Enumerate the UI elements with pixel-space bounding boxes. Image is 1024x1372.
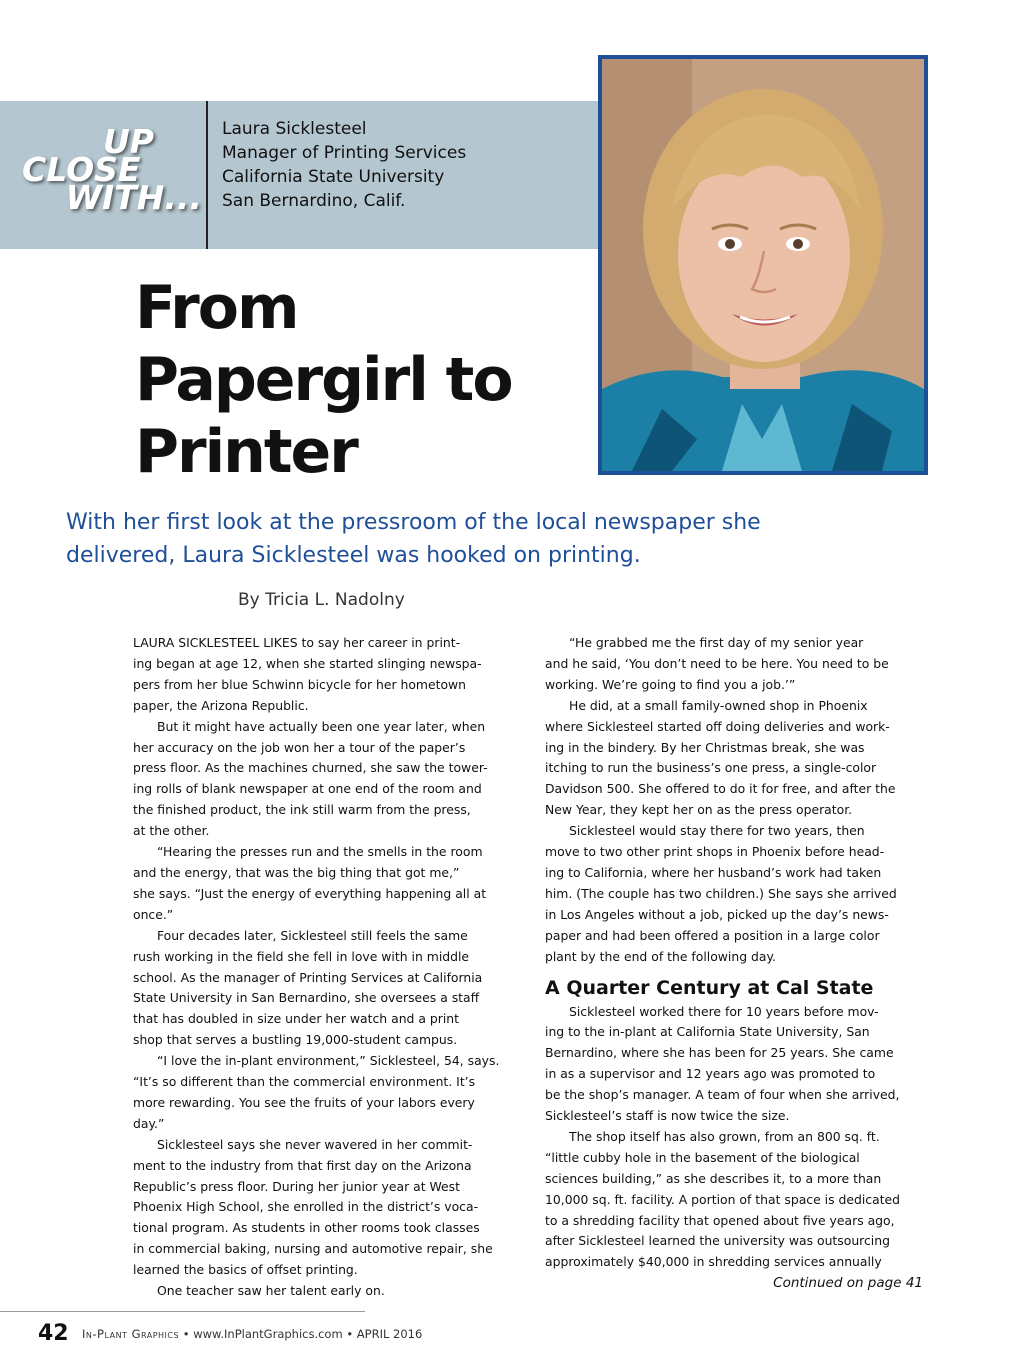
headline-line-2: Papergirl to	[135, 345, 512, 415]
body-text-line: her accuracy on the job won her a tour of the paper’s	[133, 739, 466, 755]
kicker-line-2: CLOSE	[22, 150, 141, 189]
body-text-line: ment to the industry from that first day on the Arizona	[133, 1157, 472, 1173]
body-text-line: pers from her blue Schwinn bicycle for her hometown	[133, 676, 467, 692]
body-text-line: LAURA SICKLESTEEL LIKES to say her career in print-	[133, 635, 461, 650]
body-text-line: “Hearing the presses run and the smells in the room	[157, 844, 483, 860]
body-text-line: Four decades later, Sicklesteel still feels the same	[157, 927, 468, 943]
magazine-name: In-Plant Graphics	[82, 1327, 180, 1341]
body-text-line: more rewarding. You see the fruits of your labors every	[133, 1094, 475, 1110]
header-divider	[206, 101, 208, 249]
footer-rule	[0, 1311, 365, 1312]
body-text-line: “He grabbed me the first day of my senior year	[569, 635, 864, 650]
kicker-line-3: WITH...	[65, 178, 202, 217]
continued-jump-line: Continued on page 41	[773, 1275, 923, 1292]
body-text-line: working. We’re going to find you a job.’”	[545, 676, 796, 692]
body-text-line: ing began at age 12, when she started slinging newspa-	[133, 655, 482, 671]
body-text-line: Davidson 500. She offered to do it for free, and after the	[545, 781, 896, 797]
body-text-line: in commercial baking, nursing and automotive repair, she	[133, 1241, 493, 1257]
subject-name: Laura Sicklesteel	[222, 119, 367, 139]
byline: By Tricia L. Nadolny	[238, 590, 405, 610]
body-text-line: the finished product, the ink still warm from the press,	[133, 802, 471, 818]
headline-line-1: From	[135, 273, 298, 343]
body-text-line: in as a supervisor and 12 years ago was promoted to	[545, 1066, 876, 1082]
body-text-line: tional program. As students in other rooms took classes	[133, 1220, 480, 1236]
body-text-line: once.”	[133, 906, 174, 922]
body-text-line: Sicklesteel would stay there for two years, then	[569, 823, 865, 839]
subject-identification	[222, 117, 466, 213]
subject-location: San Bernardino, Calif.	[222, 191, 406, 211]
kicker-line-1: UP	[103, 122, 154, 161]
body-text-line: sciences building,” as she describes it, to a more than	[545, 1170, 882, 1186]
subject-organization: California State University	[222, 167, 445, 187]
body-column-left	[133, 633, 513, 1302]
body-text-line: press floor. As the machines churned, she saw the tower-	[133, 760, 488, 776]
body-text-line: ing rolls of blank newspaper at one end of the room and	[133, 781, 482, 797]
subject-title: Manager of Printing Services	[222, 143, 467, 163]
body-column-right-top	[545, 633, 925, 968]
body-text-line: plant by the end of the following day.	[545, 948, 776, 964]
page-number: 42	[38, 1321, 69, 1346]
body-text-line: day.”	[133, 1115, 165, 1131]
body-text-line: in Los Angeles without a job, picked up the day’s news-	[545, 906, 889, 922]
body-text-line: at the other.	[133, 823, 210, 839]
deck-line-2: delivered, Laura Sicklesteel was hooked on printing.	[66, 543, 641, 568]
body-text-line: be the shop’s manager. A team of four when she arrived,	[545, 1087, 900, 1103]
body-text-line: paper and had been offered a position in a large color	[545, 927, 880, 943]
deck-line-1: With her first look at the pressroom of the local newspaper she	[66, 510, 761, 535]
body-text-line: itching to run the business’s one press, a single-color	[545, 760, 877, 776]
body-text-line: after Sicklesteel learned the university was outsourcing	[545, 1233, 890, 1249]
body-text-line: Sicklesteel’s staff is now twice the size.	[545, 1108, 790, 1124]
body-column-right	[545, 633, 925, 1294]
section-subhead: A Quarter Century at Cal State	[545, 976, 874, 999]
body-text-line: that has doubled in size under her watch and a print	[133, 1011, 459, 1027]
body-text-line: Sicklesteel worked there for 10 years before mov-	[569, 1003, 879, 1019]
body-text-line: shop that serves a bustling 19,000-student campus.	[133, 1032, 458, 1048]
body-text-line: she says. “Just the energy of everything happening all at	[133, 885, 487, 901]
body-text-line: But it might have actually been one year later, when	[157, 718, 486, 734]
website-link[interactable]: www.InPlantGraphics.com	[193, 1327, 343, 1341]
body-text-line: Sicklesteel says she never wavered in her commit-	[157, 1136, 473, 1152]
body-text-line: State University in San Bernardino, she oversees a staff	[133, 990, 480, 1006]
headline-line-3: Printer	[135, 417, 357, 487]
body-text-line: “I love the in-plant environment,” Sicklesteel, 54, says.	[157, 1053, 500, 1069]
body-text-line: rush working in the field she fell in love with in middle	[133, 948, 470, 964]
portrait-photo	[598, 55, 928, 475]
body-text-line: him. (The couple has two children.) She says she arrived	[545, 885, 897, 901]
body-text-line: He did, at a small family-owned shop in Phoenix	[569, 697, 868, 713]
body-text-line: New Year, they kept her on as the press operator.	[545, 802, 853, 818]
footer-folio	[82, 1327, 422, 1341]
footer-bullet: •	[182, 1327, 190, 1341]
article-deck	[66, 506, 966, 572]
body-text-line: approximately $40,000 in shredding services annually	[545, 1254, 882, 1270]
body-text-line: paper, the Arizona Republic.	[133, 697, 309, 713]
body-text-line: learned the basics of offset printing.	[133, 1262, 358, 1278]
body-text-line: The shop itself has also grown, from an 800 sq. ft.	[569, 1128, 880, 1144]
body-text-line: One teacher saw her talent early on.	[157, 1283, 385, 1299]
issue-date: APRIL 2016	[356, 1327, 423, 1341]
body-text-line: and he said, ‘You don’t need to be here. You need to be	[545, 655, 889, 671]
body-text-line: ing in the bindery. By her Christmas break, she was	[545, 739, 865, 755]
body-text-line: move to two other print shops in Phoenix before head-	[545, 844, 885, 860]
article-headline	[135, 272, 512, 488]
portrait-illustration	[602, 59, 924, 471]
body-text-line: 10,000 sq. ft. facility. A portion of that space is dedicated	[545, 1191, 901, 1207]
up-close-with-kicker	[22, 122, 202, 217]
body-text-line: Bernardino, where she has been for 25 years. She came	[545, 1045, 894, 1061]
body-text-line: to a shredding facility that opened about five years ago,	[545, 1212, 895, 1228]
body-text-line: Phoenix High School, she enrolled in the district’s voca-	[133, 1199, 479, 1215]
body-text-line: school. As the manager of Printing Services at California	[133, 969, 483, 985]
body-text-line: where Sicklesteel started off doing deliveries and work-	[545, 718, 890, 734]
body-text-line: and the energy, that was the big thing that got me,”	[133, 864, 460, 880]
body-text-line: ing to the in-plant at California State University, San	[545, 1024, 870, 1040]
body-column-right-bottom	[545, 1002, 925, 1274]
body-text-line: “little cubby hole in the basement of the biological	[545, 1149, 860, 1165]
body-text-line: “It’s so different than the commercial environment. It’s	[133, 1074, 476, 1090]
body-text-line: ing to California, where her husband’s work had taken	[545, 864, 882, 880]
body-text-line: Republic’s press floor. During her junior year at West	[133, 1178, 460, 1194]
footer-bullet: •	[346, 1327, 354, 1341]
